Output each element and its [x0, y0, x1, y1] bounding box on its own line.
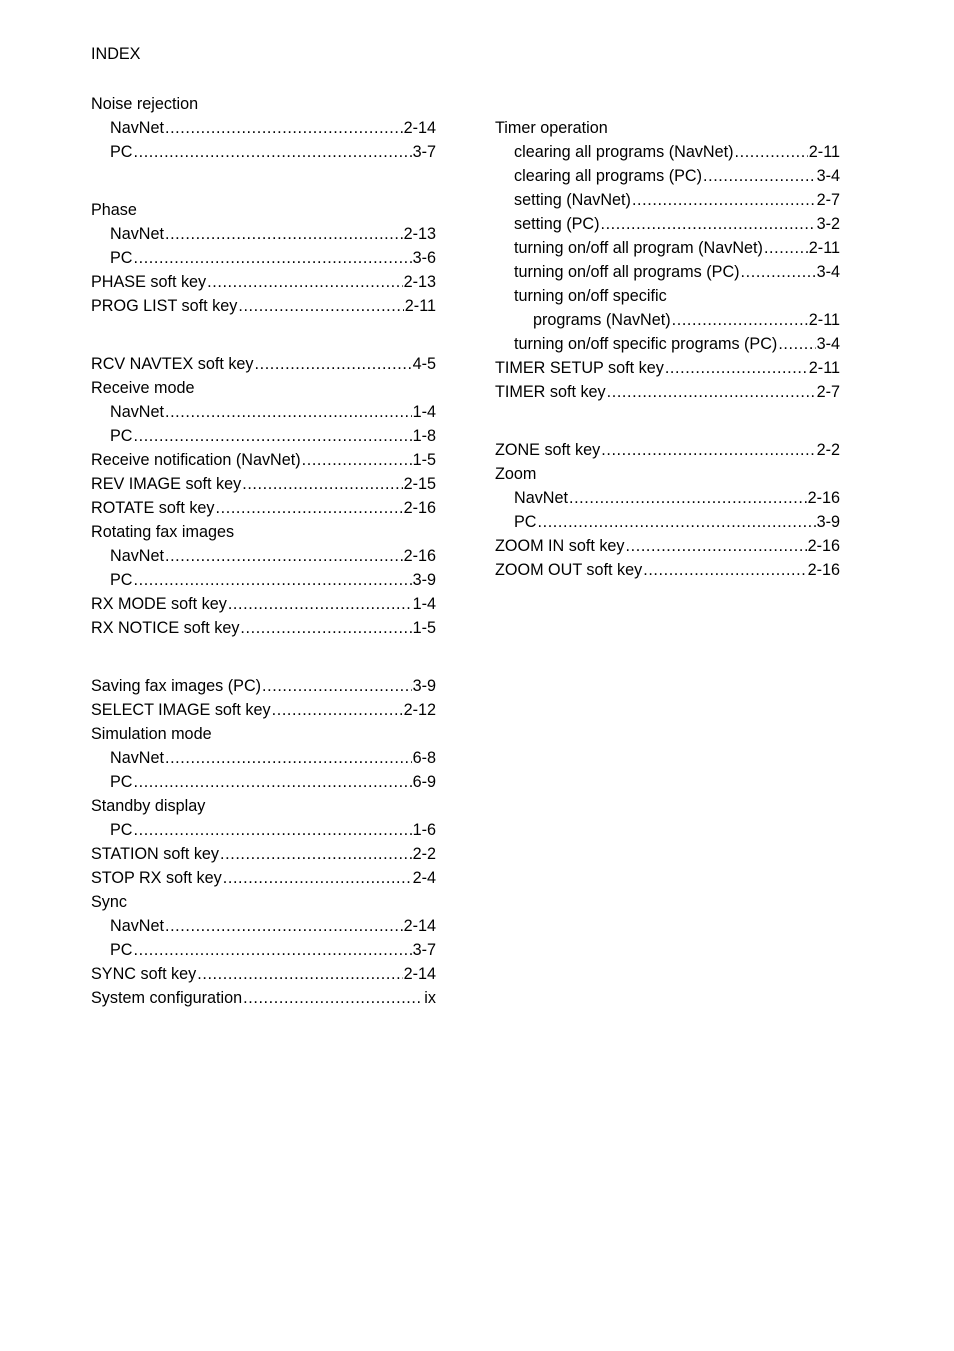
page-reference: 3-9 — [412, 677, 436, 695]
index-entry — [91, 449, 436, 473]
dot-leader — [262, 675, 412, 697]
index-entry — [91, 545, 436, 569]
page-header: INDEX — [91, 45, 141, 63]
dot-leader — [626, 535, 807, 557]
page-reference: 2-16 — [403, 547, 436, 565]
index-entry — [495, 357, 840, 381]
dot-leader — [165, 223, 403, 245]
index-entry — [91, 473, 436, 497]
index-term: turning on/off all program (NavNet) — [514, 239, 763, 257]
page-reference: 2-13 — [403, 273, 436, 291]
index-entry — [91, 271, 436, 295]
page-reference: 2-7 — [816, 191, 840, 209]
index-term: clearing all programs (PC) — [514, 167, 703, 185]
index-term: Standby display — [91, 797, 206, 815]
index-term: programs (NavNet) — [533, 311, 671, 329]
dot-leader — [600, 213, 815, 235]
index-entry — [91, 593, 436, 617]
index-entry — [91, 795, 436, 819]
page-reference: 2-11 — [808, 143, 840, 161]
index-entry — [91, 93, 436, 117]
index-term: NavNet — [514, 489, 568, 507]
index-entry — [495, 381, 840, 405]
page-reference: 3-4 — [816, 167, 840, 185]
page-reference: 2-14 — [403, 119, 436, 137]
dot-leader — [134, 141, 412, 163]
dot-leader — [764, 237, 808, 259]
index-term: Timer operation — [495, 119, 608, 137]
page-reference: 1-4 — [412, 403, 436, 421]
dot-leader — [134, 247, 412, 269]
index-entry — [495, 117, 840, 141]
index-term: TIMER SETUP soft key — [495, 359, 664, 377]
dot-leader — [165, 545, 403, 567]
index-entry — [91, 675, 436, 699]
index-term: setting (NavNet) — [514, 191, 631, 209]
dot-leader — [735, 141, 808, 163]
index-term: ZONE soft key — [495, 441, 601, 459]
index-term: REV IMAGE soft key — [91, 475, 242, 493]
page-reference: ix — [424, 989, 436, 1007]
index-term: Saving fax images (PC) — [91, 677, 262, 695]
index-term: TIMER soft key — [495, 383, 606, 401]
page-reference: 2-11 — [808, 311, 840, 329]
dot-leader — [207, 271, 402, 293]
page-reference: 2-15 — [403, 475, 436, 493]
index-entry — [91, 723, 436, 747]
page-reference: 2-2 — [412, 845, 436, 863]
page-reference: 4-5 — [412, 355, 436, 373]
page-reference: 1-8 — [412, 427, 436, 445]
page-reference: 3-4 — [816, 263, 840, 281]
page-reference: 2-14 — [403, 917, 436, 935]
index-entry — [91, 987, 436, 1011]
index-entry — [91, 747, 436, 771]
dot-leader — [238, 295, 403, 317]
page-reference: 1-4 — [412, 595, 436, 613]
dot-leader — [165, 117, 403, 139]
index-entry — [91, 939, 436, 963]
index-entry — [495, 333, 840, 357]
page-reference: 2-14 — [403, 965, 436, 983]
index-entry — [91, 699, 436, 723]
index-term: PC — [514, 513, 537, 531]
page-reference: 2-16 — [807, 537, 840, 555]
index-entry — [495, 189, 840, 213]
page-reference: 2-11 — [808, 239, 840, 257]
index-entry — [91, 223, 436, 247]
index-term: PC — [110, 571, 133, 589]
dot-leader — [665, 357, 808, 379]
index-term: ZOOM IN soft key — [495, 537, 625, 555]
index-term: Receive notification (NavNet) — [91, 451, 301, 469]
index-term: RX NOTICE soft key — [91, 619, 240, 637]
page-reference: 3-9 — [412, 571, 436, 589]
dot-leader — [134, 425, 412, 447]
index-term: PROG LIST soft key — [91, 297, 238, 315]
index-term: setting (PC) — [514, 215, 600, 233]
index-term: PC — [110, 773, 133, 791]
dot-leader — [255, 353, 412, 375]
index-entry — [91, 497, 436, 521]
index-entry — [495, 559, 840, 583]
index-term: Receive mode — [91, 379, 195, 397]
page-reference: 3-7 — [412, 143, 436, 161]
index-term: PC — [110, 821, 133, 839]
index-entry — [91, 771, 436, 795]
index-term: STOP RX soft key — [91, 869, 222, 887]
index-entry — [495, 463, 840, 487]
index-term: Simulation mode — [91, 725, 212, 743]
page-reference: 2-16 — [403, 499, 436, 517]
index-entry — [91, 915, 436, 939]
index-term: PC — [110, 427, 133, 445]
page-reference: 6-8 — [412, 749, 436, 767]
dot-leader — [165, 747, 412, 769]
index-term: SELECT IMAGE soft key — [91, 701, 271, 719]
index-entry — [91, 891, 436, 915]
index-entry — [91, 295, 436, 319]
dot-leader — [302, 449, 412, 471]
index-entry — [495, 487, 840, 511]
page-reference: 1-5 — [412, 619, 436, 637]
index-term: NavNet — [110, 403, 164, 421]
index-term: STATION soft key — [91, 845, 220, 863]
index-entry — [91, 141, 436, 165]
index-entry — [495, 213, 840, 237]
index-term: turning on/off specific — [514, 287, 667, 305]
page-reference: 1-5 — [412, 451, 436, 469]
dot-leader — [778, 333, 815, 355]
index-entry — [91, 425, 436, 449]
dot-leader — [272, 699, 403, 721]
index-term: System configuration — [91, 989, 243, 1007]
index-entry — [495, 285, 840, 309]
dot-leader — [607, 381, 816, 403]
page-reference: 3-4 — [816, 335, 840, 353]
page-reference: 2-12 — [403, 701, 436, 719]
index-entry — [91, 247, 436, 271]
dot-leader — [601, 439, 815, 461]
dot-leader — [538, 511, 816, 533]
index-term: PC — [110, 941, 133, 959]
page-reference: 2-7 — [816, 383, 840, 401]
index-term: RX MODE soft key — [91, 595, 227, 613]
dot-leader — [569, 487, 807, 509]
dot-leader — [741, 261, 816, 283]
index-term: PC — [110, 249, 133, 267]
index-term: Noise rejection — [91, 95, 199, 113]
index-term: clearing all programs (NavNet) — [514, 143, 734, 161]
dot-leader — [165, 401, 412, 423]
index-entry — [91, 843, 436, 867]
page-reference: 3-9 — [816, 513, 840, 531]
index-entry — [495, 439, 840, 463]
dot-leader — [134, 569, 412, 591]
dot-leader — [672, 309, 808, 331]
page-reference: 3-2 — [816, 215, 840, 233]
index-entry — [91, 401, 436, 425]
index-entry — [495, 511, 840, 535]
index-entry — [495, 237, 840, 261]
page-reference: 1-6 — [412, 821, 436, 839]
dot-leader — [216, 497, 403, 519]
page-reference: 6-9 — [412, 773, 436, 791]
dot-leader — [228, 593, 412, 615]
index-term: Sync — [91, 893, 127, 911]
dot-leader — [134, 819, 412, 841]
index-entry — [91, 199, 436, 223]
index-term: PHASE soft key — [91, 273, 207, 291]
index-term: ROTATE soft key — [91, 499, 215, 517]
page-reference: 2-11 — [808, 359, 840, 377]
index-entry — [91, 117, 436, 141]
index-term: turning on/off specific programs (PC) — [514, 335, 778, 353]
index-term: PC — [110, 143, 133, 161]
index-entry — [495, 309, 840, 333]
dot-leader — [134, 939, 412, 961]
page-reference: 2-11 — [404, 297, 436, 315]
page-reference: 2-13 — [403, 225, 436, 243]
dot-leader — [242, 473, 402, 495]
page-reference: 2-2 — [816, 441, 840, 459]
dot-leader — [240, 617, 411, 639]
dot-leader — [197, 963, 402, 985]
index-term: Zoom — [495, 465, 537, 483]
index-entry — [91, 353, 436, 377]
index-entry — [495, 535, 840, 559]
index-column-right — [495, 117, 840, 583]
page-reference: 2-4 — [412, 869, 436, 887]
index-term: NavNet — [110, 225, 164, 243]
index-term: ZOOM OUT soft key — [495, 561, 643, 579]
dot-leader — [632, 189, 816, 211]
dot-leader — [643, 559, 806, 581]
index-column-left — [91, 93, 436, 1011]
dot-leader — [134, 771, 412, 793]
index-term: NavNet — [110, 119, 164, 137]
index-term: NavNet — [110, 917, 164, 935]
dot-leader — [243, 987, 423, 1009]
index-entry — [91, 377, 436, 401]
page-reference: 2-16 — [807, 489, 840, 507]
index-term: RCV NAVTEX soft key — [91, 355, 254, 373]
index-term: SYNC soft key — [91, 965, 197, 983]
index-entry — [91, 819, 436, 843]
index-entry — [91, 521, 436, 545]
index-entry — [495, 141, 840, 165]
page-reference: 3-6 — [412, 249, 436, 267]
index-entry — [495, 261, 840, 285]
index-entry — [91, 617, 436, 641]
dot-leader — [703, 165, 816, 187]
dot-leader — [223, 867, 412, 889]
index-entry — [91, 867, 436, 891]
index-term: NavNet — [110, 749, 164, 767]
index-term: Phase — [91, 201, 137, 219]
index-entry — [91, 963, 436, 987]
page-reference: 3-7 — [412, 941, 436, 959]
index-term: turning on/off all programs (PC) — [514, 263, 740, 281]
index-entry — [91, 569, 436, 593]
index-term: Rotating fax images — [91, 523, 235, 541]
index-term: NavNet — [110, 547, 164, 565]
dot-leader — [165, 915, 403, 937]
dot-leader — [220, 843, 412, 865]
page-reference: 2-16 — [807, 561, 840, 579]
index-entry — [495, 165, 840, 189]
